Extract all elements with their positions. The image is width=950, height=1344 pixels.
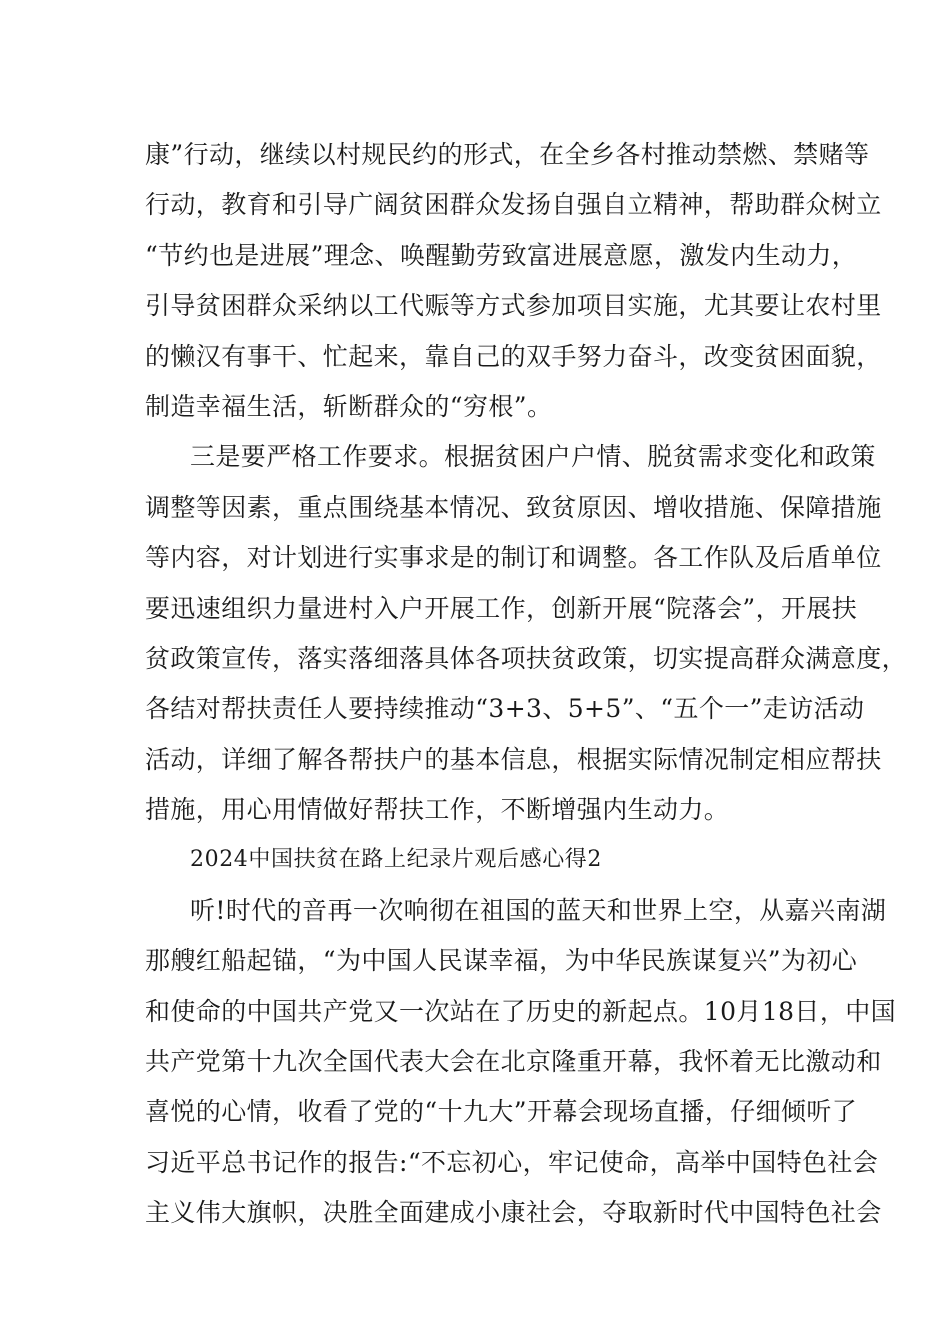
paragraph-line: 调整等因素，重点围绕基本情况、致贫原因、增收措施、保障措施: [145, 492, 882, 522]
paragraph-line: “节约也是进展”理念、唤醒勤劳致富进展意愿，激发内生动力，: [145, 240, 858, 270]
paragraph-line: 三是要严格工作要求。根据贫困户户情、脱贫需求变化和政策: [190, 442, 876, 472]
paragraph-line: 的懒汉有事干、忙起来，靠自己的双手努力奋斗，改变贫困面貌，: [145, 341, 882, 371]
paragraph-line: 等内容，对计划进行实事求是的制订和调整。各工作队及后盾单位: [145, 543, 882, 573]
paragraph-line: 制造幸福生活，斩断群众的“穷根”。: [145, 391, 553, 421]
paragraph-line: 各结对帮扶责任人要持续推动“3+3、5+5”、“五个一”走访活动: [145, 694, 865, 724]
paragraph-line: 措施，用心用情做好帮扶工作，不断增强内生动力。: [145, 795, 730, 825]
paragraph-line: 康”行动，继续以村规民约的形式，在全乡各村推动禁燃、禁赌等: [145, 140, 870, 169]
paragraph-line: 那艘红船起锚，“为中国人民谋幸福，为中华民族谋复兴”为初心: [145, 946, 858, 976]
paragraph-line: 共产党第十九次全国代表大会在北京隆重开幕，我怀着无比激动和: [145, 1047, 882, 1077]
paragraph-line: 行动，教育和引导广阔贫困群众发扬自强自立精神，帮助群众树立: [145, 190, 882, 220]
paragraph-line: 习近平总书记作的报告:“不忘初心，牢记使命，高举中国特色社会: [145, 1147, 879, 1177]
section-heading: 2024中国扶贫在路上纪录片观后感心得2: [190, 847, 602, 873]
paragraph-line: 要迅速组织力量进村入户开展工作，创新开展“院落会”，开展扶: [145, 593, 858, 623]
paragraph-line: 和使命的中国共产党又一次站在了历史的新起点。10月18日，中国: [145, 996, 897, 1026]
paragraph-line: 贫政策宣传，落实落细落具体各项扶贫政策，切实提高群众满意度，: [145, 643, 908, 673]
paragraph-line: 活动，详细了解各帮扶户的基本信息，根据实际情况制定相应帮扶: [145, 744, 882, 774]
paragraph-line: 听!时代的音再一次响彻在祖国的蓝天和世界上空，从嘉兴南湖: [190, 895, 887, 925]
paragraph-line: 喜悦的心情，收看了党的“十九大”开幕会现场直播，仔细倾听了: [145, 1097, 858, 1127]
paragraph-line: 引导贫困群众采纳以工代赈等方式参加项目实施，尤其要让农村里: [145, 291, 882, 321]
document-body: [145, 130, 908, 1239]
paragraph-line: 主义伟大旗帜，决胜全面建成小康社会，夺取新时代中国特色社会: [145, 1198, 882, 1228]
